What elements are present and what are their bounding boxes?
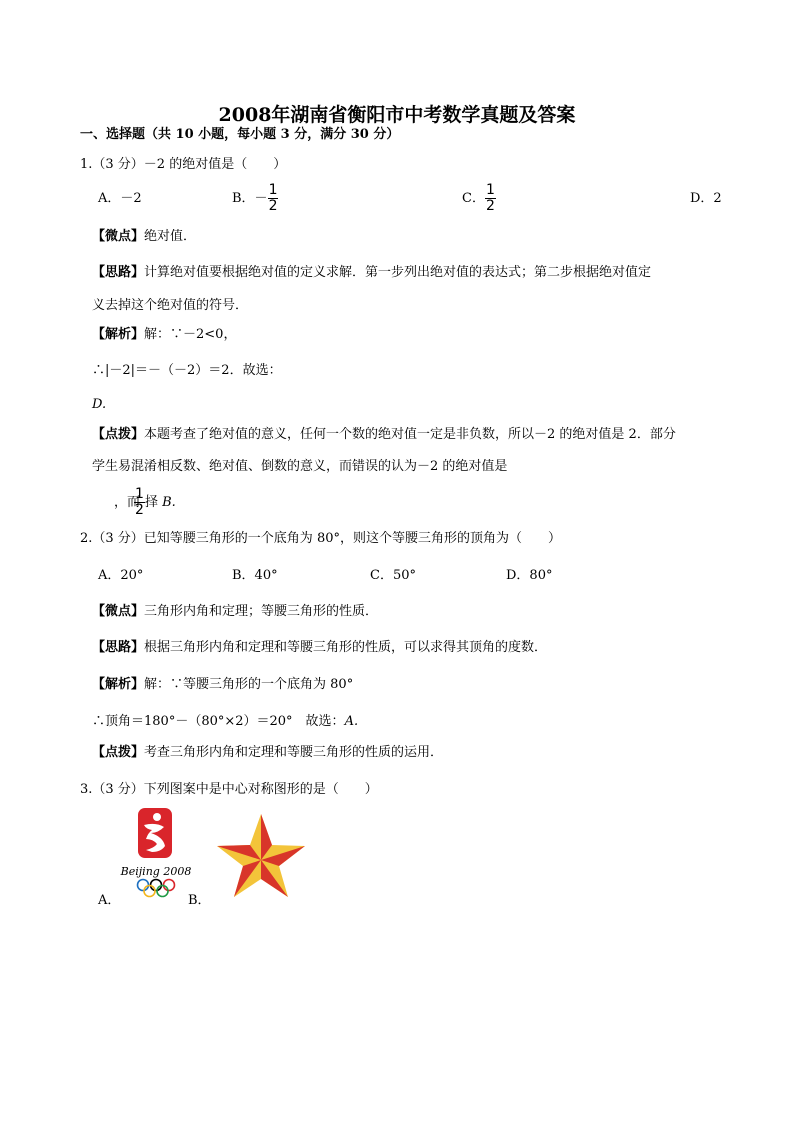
dianbo-text: 考查三角形内角和定理和等腰三角形的性质的运用． xyxy=(144,745,444,760)
q2-option-a: A．20° xyxy=(98,568,144,583)
q1-dianbo-end xyxy=(114,484,176,522)
q1-option-c xyxy=(462,180,496,218)
beijing-2008-emblem xyxy=(118,806,194,906)
q1-dianbo-cont: 学生易混淆相反数、绝对值、倒数的意义，而错误的认为－2 的绝对值是 xyxy=(92,459,508,474)
five-point-star-figure xyxy=(212,810,310,904)
q2-stem: 2.（3 分）已知等腰三角形的一个底角为 80°，则这个等腰三角形的顶角为（ ） xyxy=(80,531,561,546)
q2-option-b: B．40° xyxy=(232,568,278,583)
q2-calc xyxy=(92,713,358,731)
q1-dianbo xyxy=(92,426,676,444)
q2-weidian xyxy=(92,603,378,621)
silu-text: 计算绝对值要根据绝对值的定义求解．第一步列出绝对值的表达式；第二步根据绝对值定 xyxy=(144,265,652,280)
jiexi-tag: 【解析】 xyxy=(92,327,145,342)
dianbo-end-answer: B. xyxy=(162,495,176,510)
q2-calc-text: ∴顶角＝180°－（80°×2）＝20° 故选： xyxy=(92,714,345,729)
olympic-rings xyxy=(138,880,175,897)
q2-calc-answer: A. xyxy=(344,714,359,729)
dianbo-fraction xyxy=(134,487,145,518)
q2-option-c: C．50° xyxy=(370,568,416,583)
dianbo-end-prefix: ，而 xyxy=(114,495,141,510)
q1-option-b-prefix: B．－ xyxy=(232,191,268,206)
dianbo-tag: 【点拨】 xyxy=(92,427,145,442)
q1-answer: D. xyxy=(92,397,107,412)
q1-option-d: D．2 xyxy=(690,191,722,206)
fraction-numerator: 1 xyxy=(268,182,278,198)
silu-tag: 【思路】 xyxy=(92,640,145,655)
q1-calc: ∴|－2|＝－（－2）＝2．故选： xyxy=(92,363,282,378)
silu-text: 根据三角形内角和定理和等腰三角形的性质，可以求得其顶角的度数． xyxy=(144,640,548,655)
q3-option-b: B． xyxy=(188,893,211,908)
q2-silu xyxy=(92,639,547,657)
q1-silu-cont: 义去掉这个绝对值的符号． xyxy=(92,298,249,313)
q1-option-b-fraction xyxy=(268,183,279,214)
jiexi-tag: 【解析】 xyxy=(92,677,145,692)
q1-silu xyxy=(92,264,651,282)
fraction-numerator: 1 xyxy=(135,486,144,502)
q1-option-b xyxy=(232,180,278,218)
weidian-tag: 【微点】 xyxy=(92,229,145,244)
q2-dianbo xyxy=(92,744,443,762)
q1-jiexi xyxy=(92,326,236,344)
dianbo-text: 本题考查了绝对值的意义，任何一个数的绝对值一定是非负数，所以－2 的绝对值是 2．部分 xyxy=(144,427,676,442)
silu-tag: 【思路】 xyxy=(92,265,145,280)
q1-option-c-fraction xyxy=(485,183,496,214)
q1-option-a: A．－2 xyxy=(98,191,142,206)
weidian-text: 绝对值． xyxy=(144,229,197,244)
q2-jiexi xyxy=(92,676,353,694)
dianbo-tag: 【点拨】 xyxy=(92,745,145,760)
fraction-denominator: 2 xyxy=(485,198,495,214)
q1-weidian xyxy=(92,228,196,246)
weidian-tag: 【微点】 xyxy=(92,604,145,619)
q1-option-c-prefix: C． xyxy=(462,191,485,206)
weidian-text: 三角形内角和定理；等腰三角形的性质． xyxy=(144,604,379,619)
fraction-denominator: 2 xyxy=(135,502,144,518)
jiexi-text: 解：∵等腰三角形的一个底角为 80° xyxy=(144,677,354,692)
q3-stem: 3.（3 分）下列图案中是中心对称图形的是（ ） xyxy=(80,782,378,797)
fraction-numerator: 1 xyxy=(485,182,495,198)
dianbo-end-text: 择 xyxy=(144,495,158,510)
jiexi-text: 解：∵－2<0， xyxy=(144,327,237,342)
q2-option-d: D．80° xyxy=(506,568,553,583)
page-title: 2008年湖南省衡阳市中考数学真题及答案 xyxy=(218,104,576,126)
fraction-denominator: 2 xyxy=(268,198,278,214)
emblem-text: Beijing 2008 xyxy=(120,865,192,878)
q3-option-a: A． xyxy=(98,893,121,908)
section-heading: 一、选择题（共 10 小题，每小题 3 分，满分 30 分） xyxy=(80,127,400,142)
q1-stem: 1.（3 分）－2 的绝对值是（ ） xyxy=(80,157,287,172)
